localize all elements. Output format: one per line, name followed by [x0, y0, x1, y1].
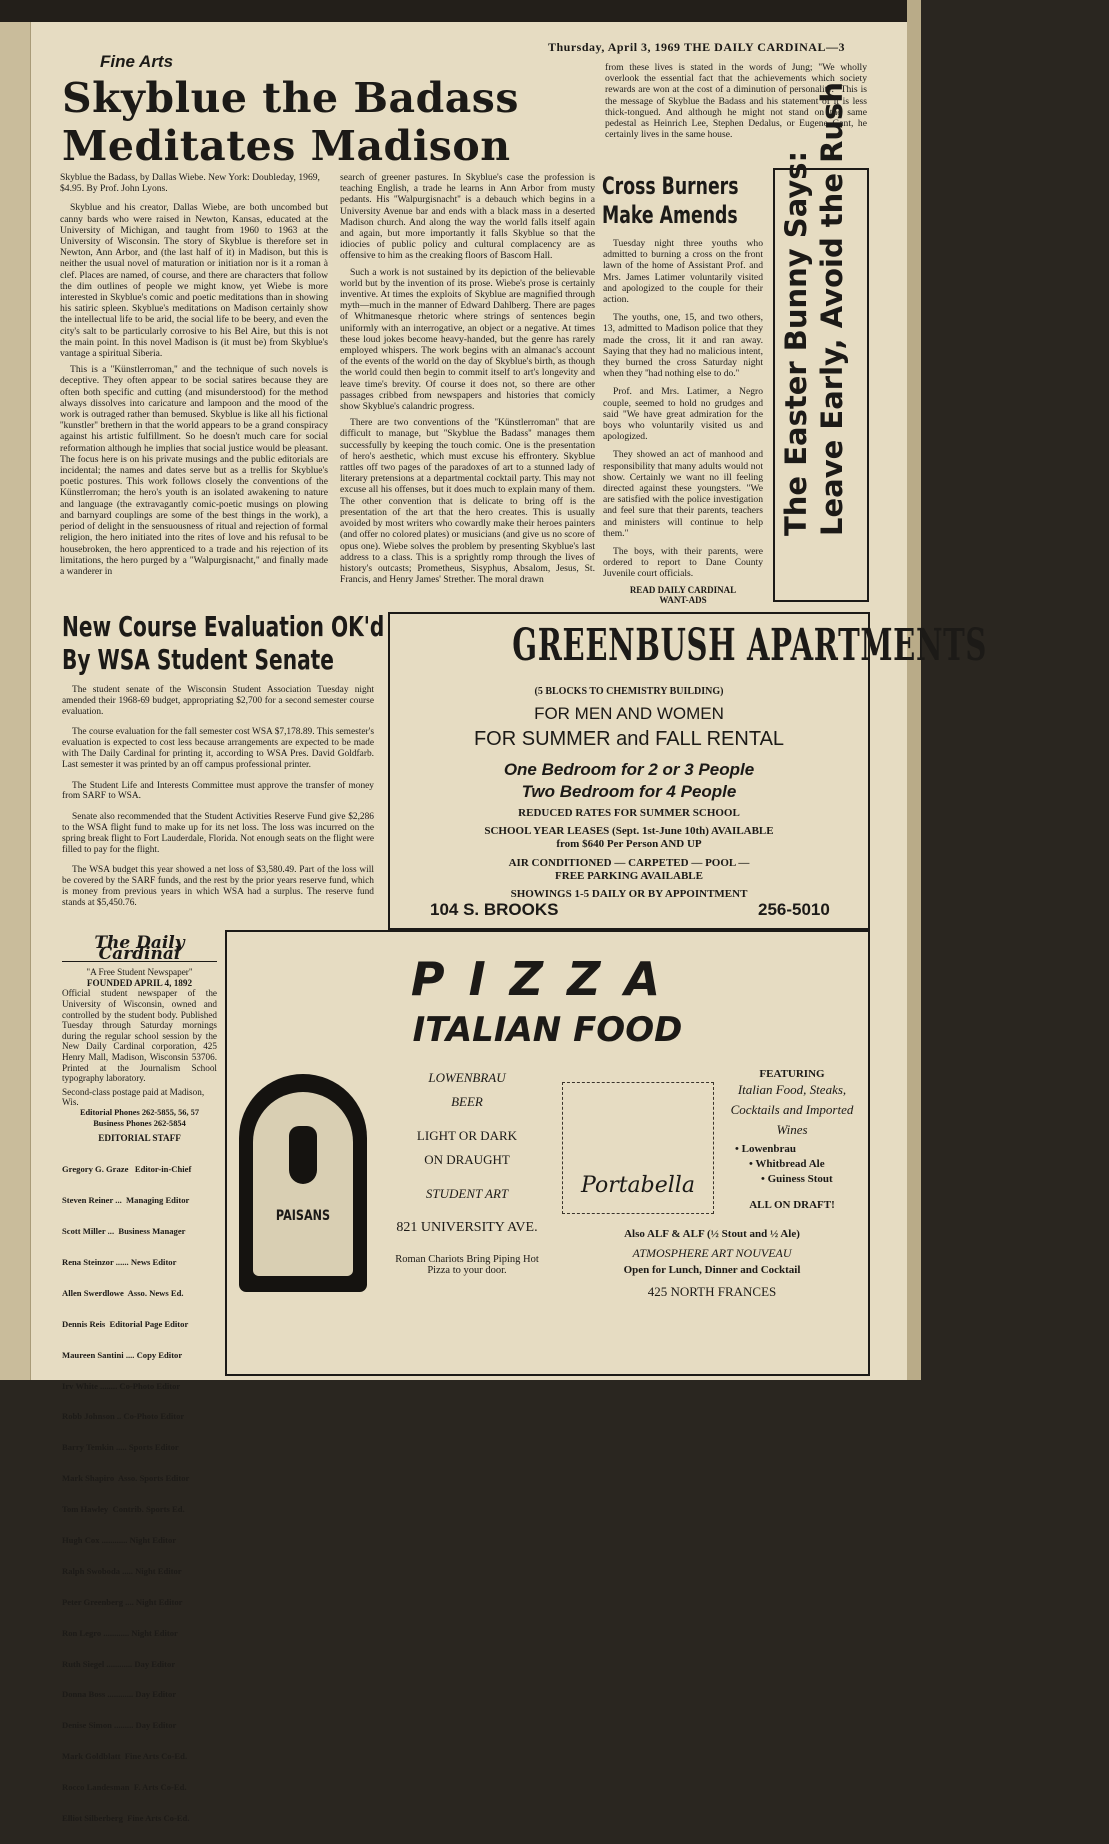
greenbush-showings: SHOWINGS 1-5 DAILY OR BY APPOINTMENT	[510, 888, 748, 900]
review-paragraph: from these lives is stated in the words of Jung; "We wholly overlook the essential fact that the achievements which society rewards are won at the cost of a diminution of personality." This is the message of Skyblue the Badass and his statement of it is less thick-tongued. And although he might not stand on the same pedestal as Heinrich Lee, Stephen Dedalus, or Eugene Gant, he certainly lives in the same house.	[605, 62, 867, 141]
greenbush-title-wrap	[390, 620, 988, 671]
staff-line: Steven Reiner ... Managing Editor	[62, 1195, 190, 1206]
staff-line: Scott Miller ... Business Manager	[62, 1226, 186, 1237]
staff-line: Tom Hawley Contrib. Sports Ed.	[62, 1504, 185, 1515]
portabella-features	[727, 1068, 857, 1211]
paisans-sign-text: PAISANS	[275, 1208, 331, 1224]
greenbush-reduced: REDUCED RATES FOR SUMMER SCHOOL	[518, 807, 740, 819]
easter-bunny-box: The Easter Bunny Says: Leave Early, Avoid the Rush	[773, 168, 869, 602]
greenbush-ad	[388, 612, 988, 930]
cross-paragraph: The boys, with their parents, were ordered to report to Dane County Juvenile court officials.	[603, 546, 763, 580]
pizza-headline: PIZZA	[410, 952, 685, 1006]
review-paragraph: Such a work is not sustained by its depiction of the believable world but by the invention of its prose. Wiebe's prose is certainly inventive. At times the exploits of Skyblue are magnified through myth—much in the manner of Edward Dahlberg. There are pages of Whitmanesque rhetoric where strings of sentences begin uniformly with an interrogative, an object or a negative. At times these loud jokes become heavy-handed, but the genre has rarely employed whispers. The work begins with an almanac's account of the events of the world on the day of Skyblue's birth, as though the world could then begin to commit itself to art's longevity and leave time's brevity. Of course it does not, so there are other passages cribbed from newspapers and histories that comicly show Skyblue's calandric progress.	[340, 266, 595, 413]
sign-panel	[253, 1092, 353, 1276]
drink-item-label: Lowenbrau	[741, 1143, 797, 1155]
portabella-footer	[567, 1228, 857, 1300]
greenbush-for-men: FOR MEN AND WOMEN	[534, 704, 724, 723]
masthead-phones-2: Business Phones 262-5854	[93, 1118, 186, 1128]
cardinal-logo: The Daily Cardinal	[62, 938, 217, 962]
staff-line: Dennis Reis Editorial Page Editor	[62, 1318, 189, 1329]
greenbush-parking: FREE PARKING AVAILABLE	[555, 870, 703, 882]
masthead-slogan: "A Free Student Newspaper"	[86, 967, 193, 978]
cardinal-masthead	[62, 933, 217, 1844]
greenbush-summer: FOR SUMMER and FALL RENTAL	[473, 728, 785, 750]
want-ads-line-1: READ DAILY CARDINAL	[629, 585, 737, 595]
italian-food-subhead: ITALIAN FOOD	[412, 1010, 683, 1050]
portabella-address: 425 NORTH FRANCES	[647, 1284, 777, 1299]
wsa-paragraph: The student senate of the Wisconsin Student Association Tuesday night amended their 1968-69 budget, appropriating $2,700 for a second semester course evaluation.	[62, 685, 374, 717]
wsa-paragraph: The course evaluation for the fall semester cost WSA $7,178.89. This semester's evaluation is expected to cost less because arrangements are expected to be made with The Daily Cardinal for printing it, according to WSA Pres. David Goldfarb. Last semester it was printed by an off campus professional printer.	[62, 727, 374, 770]
staff-line: Hugh Cox ............ Night Editor	[62, 1534, 177, 1545]
drink-list	[727, 1142, 857, 1187]
review-column-1	[60, 172, 328, 582]
staff-line: Denise Simon ......... Day Editor	[62, 1720, 177, 1731]
masthead-phones-1: Editorial Phones 262-5855, 56, 57	[79, 1107, 200, 1117]
staff-line: Donna Boss ............ Day Editor	[62, 1689, 177, 1700]
on-draught-text: ON DRAUGHT	[424, 1152, 510, 1167]
binding-gutter	[0, 0, 31, 1380]
alf-text: Also ALF & ALF (½ Stout and ½ Ale)	[624, 1228, 800, 1240]
beer-text: BEER	[451, 1094, 483, 1109]
wsa-headline-line-2: By WSA Student Senate	[62, 643, 334, 676]
greenbush-blocks: (5 BLOCKS TO CHEMISTRY BUILDING)	[534, 686, 724, 697]
drink-item-label: Guiness Stout	[767, 1173, 833, 1185]
review-paragraph: This is a ''Künstlerroman,'' and the technique of such novels is deceptive. They often appear to be social satires because they are often both specific and cutting (and misunderstood) for the method always dissolves into caricature and lampoon and the mood of the work is outraged rather than bemused. Skyblue is like all his fictional ''kunstler'' brethern in that the world appears to be a grand conspiracy against his artistic fulfillment. So he doesn't much care for social reformation although he implies that social justice would be pleasant. The focus here is on his private musings and the public editorials are incidental; the names and dates serve but as a trellis for Skyblue's poetic postures. This work follows closely the conventions of the Künstlerroman; the hero's youth is an isolated awakening to nature and language (the extravagantly comic-poetic musings on plowing and barnyard couplings are some of the best things in the work), a period of delight in the sensuousness of ritual and rejection of formal religion, the hero initiated into the rites of love and his refusal to be housebroken, the hero apprenticed to a trade and his rejection of its limitations, the hero purged by a "Walpurgisnacht," and finally made a wanderer in	[60, 364, 328, 577]
masthead-postage: Second-class postage paid at Madison, Wis.	[62, 1086, 205, 1108]
pizza-ad	[225, 930, 870, 1376]
drink-item-label: Whitbread Ale	[755, 1158, 825, 1170]
wsa-headline-line-1: New Course Evaluation OK'd	[62, 610, 385, 643]
masthead-staff-title: EDITORIAL STAFF	[98, 1133, 181, 1144]
featuring-items: Italian Food, Steaks, Cocktails and Imported Wines	[730, 1082, 854, 1137]
review-headline-line-1: Skyblue the Badass	[62, 74, 519, 122]
cross-paragraph: They showed an act of manhood and responsibility that many adults would not show. Certainly we want no ill feeling directed against these youngsters. "We are satisfied with the police investigation and feel sure that their parents, teachers and ministers will continue to help them."	[603, 449, 763, 539]
all-draft-text: ALL ON DRAFT!	[749, 1199, 835, 1211]
drink-item: • Whitbread Ale	[749, 1158, 825, 1170]
staff-line: Gregory G. Graze Editor-in-Chief	[62, 1164, 192, 1175]
student-art-text: STUDENT ART	[425, 1186, 509, 1201]
greenbush-two-bed: Two Bedroom for 4 People	[521, 782, 737, 801]
greenbush-air: AIR CONDITIONED — CARPETED — POOL —	[508, 857, 750, 869]
cross-headline-line-1: Cross Burners	[602, 172, 739, 200]
drink-item: • Guiness Stout	[761, 1173, 833, 1185]
staff-line: Mark Goldblatt Fine Arts Co-Ed.	[62, 1751, 188, 1762]
staff-line: Mark Shapiro Asso. Sports Editor	[62, 1473, 190, 1484]
review-byline: Skyblue the Badass, by Dallas Wiebe. New York: Doubleday, 1969, $4.95. By Prof. John Lyons.	[60, 172, 320, 195]
staff-line: Rocco Landesman F. Arts Co-Ed.	[62, 1782, 187, 1793]
cross-paragraph: The youths, one, 15, and two others, 13, admitted to Madison police that they made the cross, lit it and ran away. Saying that they had no malicious intent, they burned the cross Saturday night when they ''had nothing else to do.''	[603, 312, 763, 380]
review-paragraph: search of greener pastures. In Skyblue's case the profession is teaching English, a trade he learns in Ann Arbor from musty pedants. His ''Walpurgisnacht'' is a debauch which begins in a University Avenue bar and ends with a black mass in a deserted Madison church. And along the way the world falls itself again and again, but more importantly it falls Skyblue so that the idiocies of public policy and cultural complacency are as offensive to him as the creaking floors of Bascom Hall.	[340, 172, 595, 262]
greenbush-phone: 256-5010	[758, 900, 830, 919]
cross-story	[603, 238, 763, 587]
lowenbrau-text: LOWENBRAU	[428, 1070, 506, 1085]
cross-headline	[602, 172, 738, 230]
wsa-headline	[62, 610, 384, 676]
staff-line: Ron Legro ............ Night Editor	[62, 1627, 178, 1638]
greenbush-price: from $640 Per Person AND UP	[556, 838, 702, 850]
lantern-icon	[289, 1126, 317, 1184]
paisans-sign-image	[239, 1074, 367, 1292]
staff-line: Barry Temkin ..... Sports Editor	[62, 1442, 179, 1453]
want-ads-line-2: WANT-ADS	[659, 595, 707, 605]
wsa-paragraph: The WSA budget this year showed a net loss of $3,580.49. Part of the loss will be covered by the SARF funds, and the rest by the prior years reserve fund, which is money from previous years in which WSA had a surplus. The reserve fund stands at $5,450.76.	[62, 865, 374, 908]
masthead-founded: FOUNDED APRIL 4, 1892	[86, 977, 193, 988]
page-right-edge	[907, 0, 921, 1380]
staff-line: Irv White ........ Co-Photo Editor	[62, 1380, 181, 1391]
staff-line: Allen Swerdlowe Asso. News Ed.	[62, 1287, 184, 1298]
staff-line: Ruth Siegel ............ Day Editor	[62, 1658, 176, 1669]
staff-list	[62, 1144, 217, 1844]
wsa-paragraph: Senate also recommended that the Student Activities Reserve Fund give $2,286 to the WSA flight fund to make up for its net loss. The loss was incurred on the spring break flight to Fort Lauderdale, Florida. Not enough seats on the flight were filled to pay for the flight.	[62, 812, 374, 855]
scan-top-edge	[0, 0, 921, 22]
portabella-logo: Portabella	[581, 1173, 695, 1198]
staff-line: Robb Johnson .. Co-Photo Editor	[62, 1411, 185, 1422]
light-dark-text: LIGHT OR DARK	[416, 1128, 518, 1143]
greenbush-address: 104 S. BROOKS	[430, 900, 559, 919]
staff-line: Maureen Santini .... Copy Editor	[62, 1349, 183, 1360]
masthead-about: Official student newspaper of the University of Wisconsin, owned and controlled by the student body. Published Tuesday through Saturday mornings during the regular school session by the New Daily Cardinal corporation, 425 Henry Mall, Madison, Wisconsin 53706. Printed at the Journalism School typography laboratory.	[62, 988, 217, 1084]
want-ads-promo	[603, 585, 763, 605]
staff-line: Peter Greenberg .... Night Editor	[62, 1596, 183, 1607]
greenbush-title: GREENBUSH APARTMENTS	[512, 620, 988, 671]
chariots-text: Roman Chariots Bring Piping Hot Pizza to your door.	[395, 1254, 539, 1276]
review-headline	[62, 74, 582, 170]
page-folio: Thursday, April 3, 1969 THE DAILY CARDINAL—3	[548, 40, 845, 54]
portabella-illustration	[562, 1082, 714, 1214]
cross-headline-line-2: Make Amends	[602, 201, 738, 229]
review-column-2	[340, 172, 595, 590]
featuring-label: FEATURING	[759, 1068, 825, 1080]
staff-line: Elliot Silberberg Fine Arts Co-Ed.	[62, 1812, 190, 1823]
cross-paragraph: Prof. and Mrs. Latimer, a Negro couple, seemed to hold no grudges and said "We have great admiration for the boys who voluntarily visited us and apologized.	[603, 386, 763, 443]
section-kicker: Fine Arts	[100, 52, 174, 71]
wsa-story	[62, 685, 374, 919]
greenbush-leases: SCHOOL YEAR LEASES (Sept. 1st-June 10th) AVAILABLE	[484, 825, 774, 837]
paisans-address: 821 UNIVERSITY AVE.	[396, 1220, 538, 1235]
review-paragraph: There are two conventions of the ''Künstlerroman'' that are difficult to manage, but ''Skyblue the Badass'' manages them successfully by keeping the touch comic. One is the presentation of hero's aesthetic, which must excuse his effrontery. Skyblue rattles off two pages of the paradoxes of art to a stunned lady of literary pretensions at a departmental cocktail party. This may not excuse all his offenses, but it does much to explain many of them. The other convention that is delicate to bring off is the presentation of the art that the hero creates. This is usually avoided by most writers who cowardly make their heroes painters (and offer no colored plates) or musicians (and give us no score of opus one). Wiebe solves the problem by presenting Skyblue's last address to a class. This is a sprightly romp through the lives of history's outcasts; Prometheus, Sisyphus, Absalom, Jesus, St. Francis, and Henry James' Strether. The moral drawn	[340, 417, 595, 586]
atmosphere-text: ATMOSPHERE ART NOUVEAU	[632, 1246, 792, 1260]
greenbush-one-bed: One Bedroom for 2 or 3 People	[503, 760, 755, 779]
review-headline-line-2: Meditates Madison	[62, 122, 511, 170]
review-paragraph: Skyblue and his creator, Dallas Wiebe, are both uncombed but canny bards who were raised in Newton, Kansas, educated at the University of Michigan, and taught from 1960 to 1963 at the University of Wisconsin. The story of Skyblue is therefore set in Newton, Ann Arbor, and (the last half of it) in Madison, but this is neither the usual novel of maturation or initiation nor is it a roman à clef. Places are named, of course, and there are characters that follow the dim outlines of people we might know, yet Wiebe is more interested in Skyblue's comic and poetic meditations than in showing his satiric spleen. Skyblue's meditations on Madison certainly show the intellectual life to be arid, the social life to be beery, and even the city's salt to be particularly corrosive to his Bel Aire, but this is not the main point. In this novel Madison is (it must be) from Skyblue's vantage a spiritual Siberia.	[60, 202, 328, 360]
cross-paragraph: Tuesday night three youths who admitted to burning a cross on the front lawn of the home of Assistant Prof. and Mrs. James Latimer voluntarily visited and apologized to the couple for their action.	[603, 238, 763, 306]
drink-item: • Lowenbrau	[735, 1143, 797, 1155]
staff-line: Ralph Swoboda ..... Night Editor	[62, 1565, 182, 1576]
paisans-details	[377, 1070, 557, 1276]
staff-line: Rena Steinzor ...... News Editor	[62, 1256, 177, 1267]
wsa-paragraph: The Student Life and Interests Committee must approve the transfer of money from SARF to WSA.	[62, 780, 374, 802]
open-hours-text: Open for Lunch, Dinner and Cocktail	[623, 1264, 801, 1276]
